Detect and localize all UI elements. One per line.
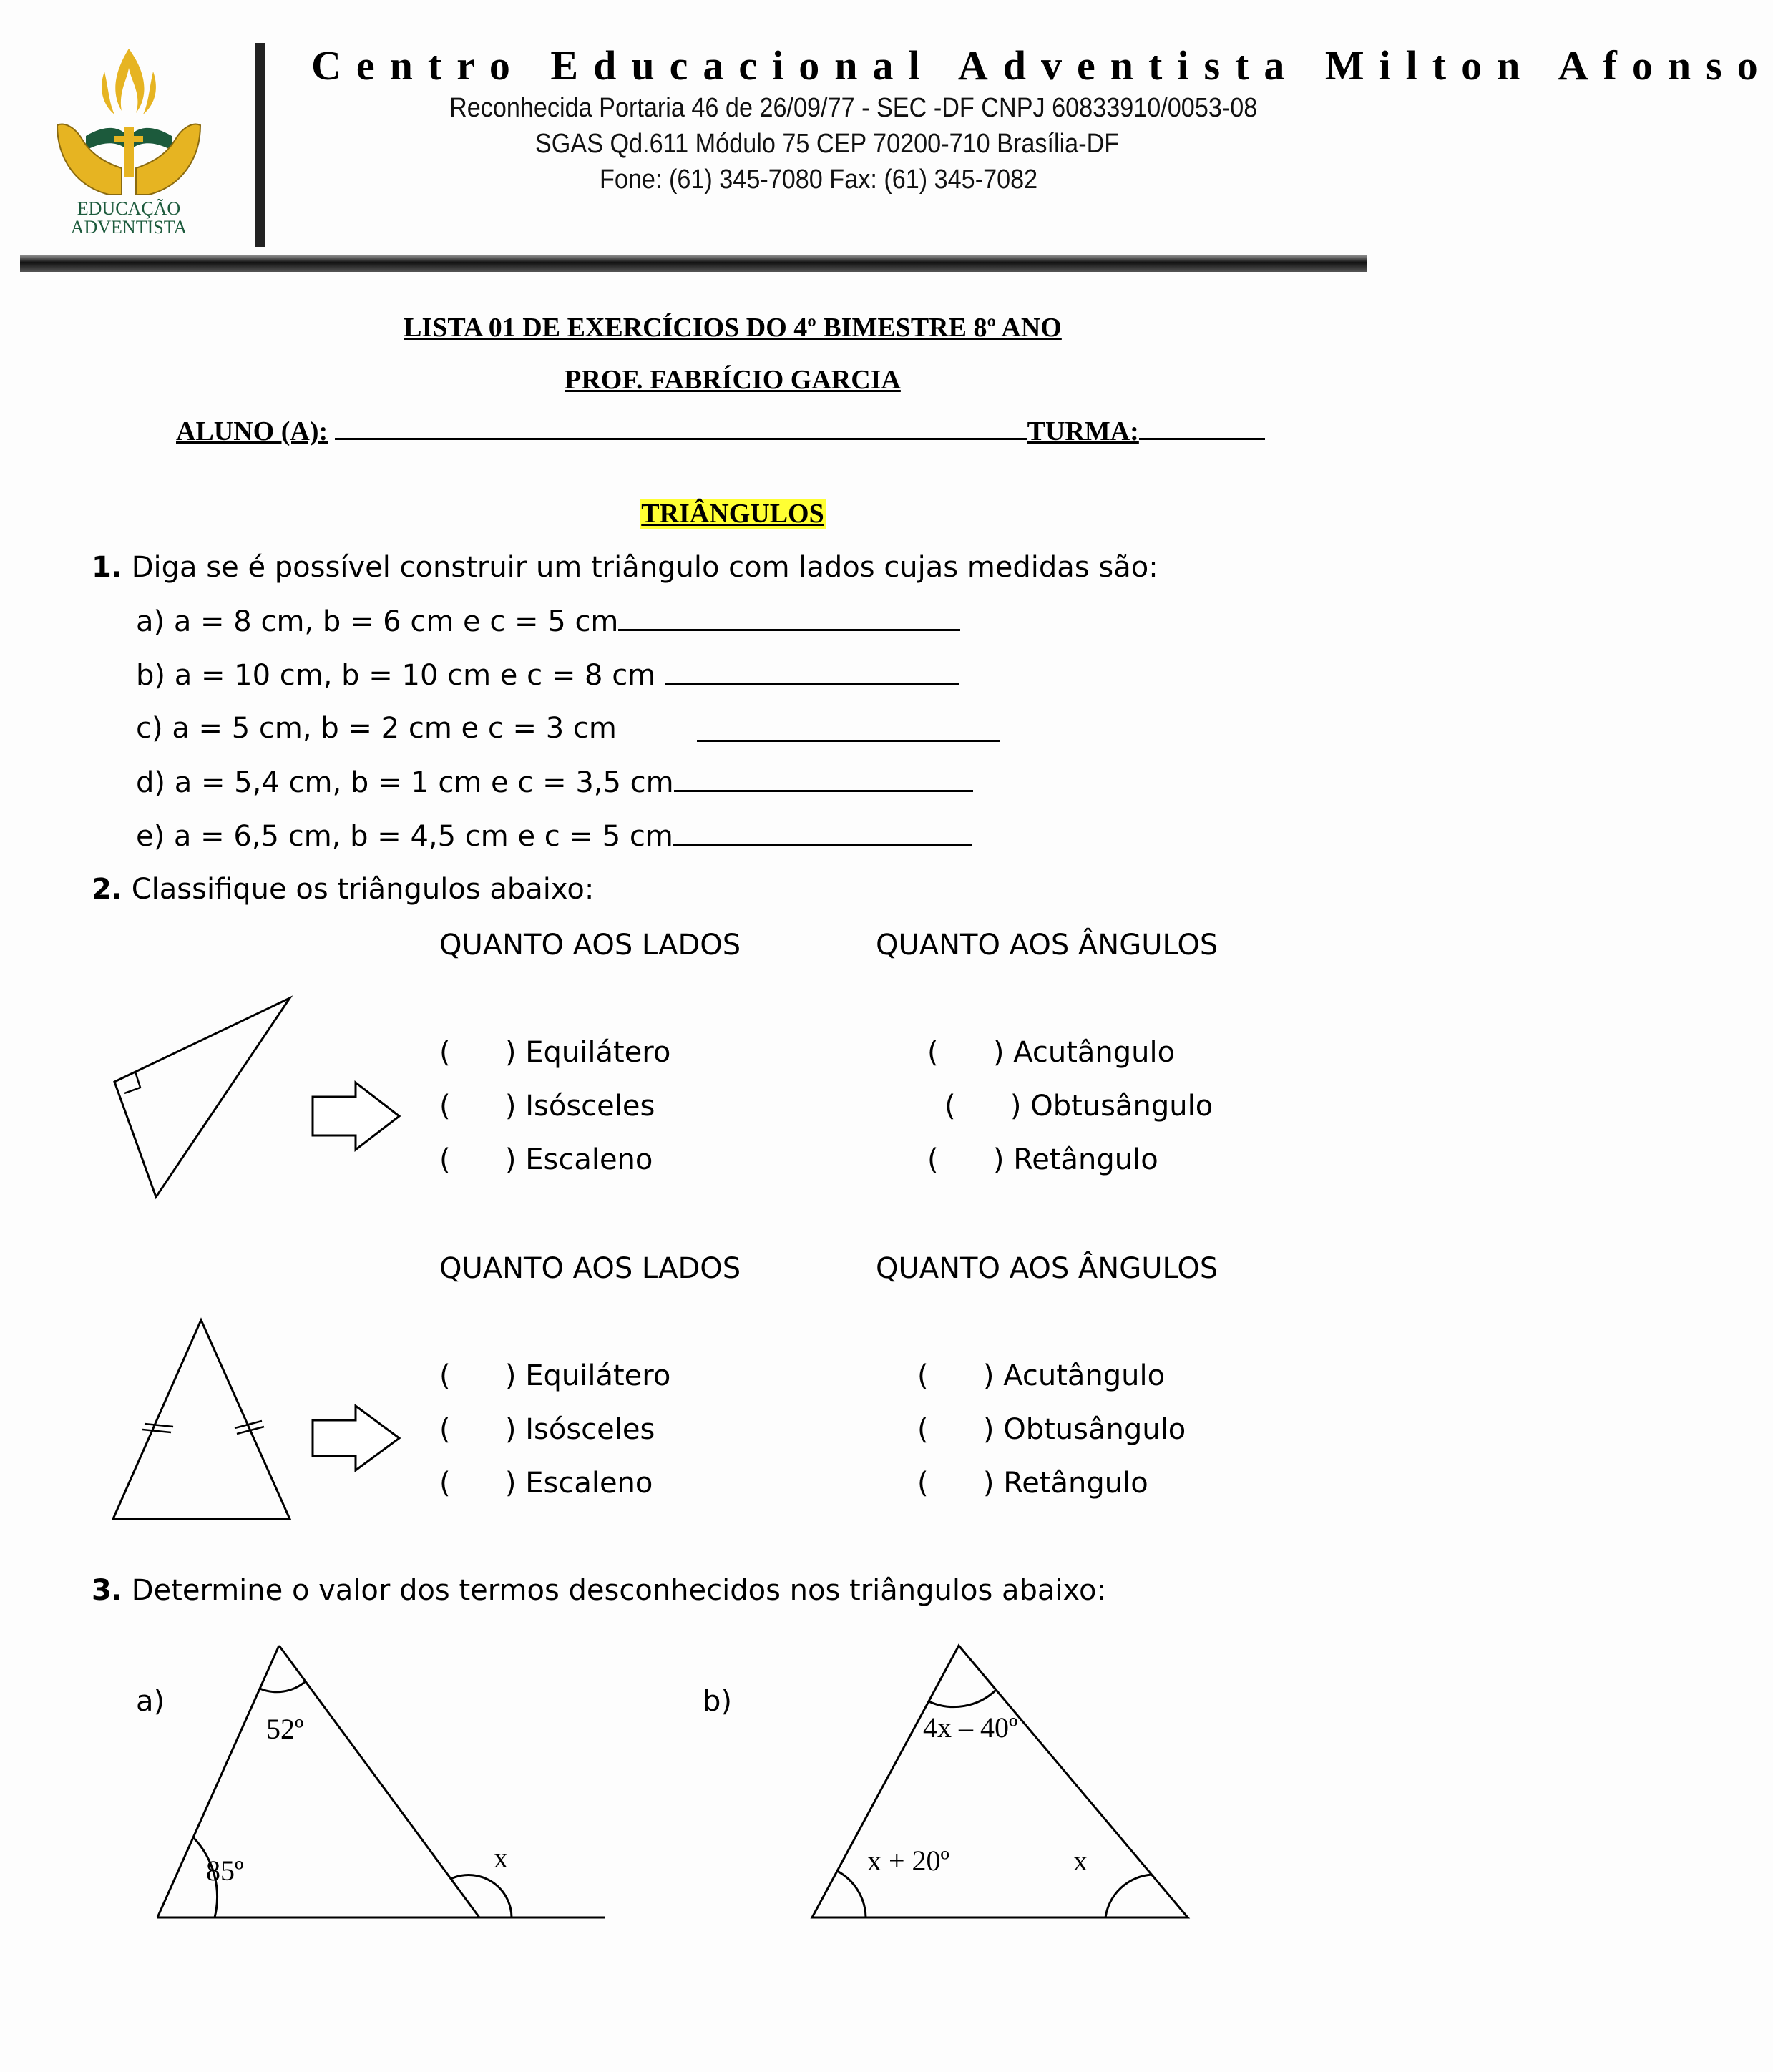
q1-text: Diga se é possível construir um triângulo com lados cujas medidas são:	[131, 551, 1158, 584]
q3a-exterior-angle: x	[494, 1842, 508, 1874]
class-label: TURMA:	[1027, 416, 1139, 446]
t1-sides-heading: QUANTO AOS LADOS	[439, 929, 741, 962]
q1-item-b	[136, 658, 959, 692]
q3a-left-angle: 85º	[206, 1854, 244, 1887]
q1-answer-e[interactable]	[673, 819, 972, 846]
q2-text: Classifique os triângulos abaixo:	[131, 873, 595, 906]
q2-number: 2.	[92, 873, 123, 906]
t2-option-obtusangulo[interactable]	[917, 1413, 1186, 1446]
student-label: ALUNO (A):	[176, 416, 328, 446]
q3b-label: b)	[703, 1685, 732, 1718]
q1-item-b-text: b) a = 10 cm, b = 10 cm e c = 8 cm	[136, 659, 656, 692]
angle-arc	[837, 1871, 866, 1917]
q3b-triangle-figure	[801, 1631, 1202, 1932]
option-label: Equilátero	[525, 1359, 671, 1392]
q1-item-a	[136, 605, 960, 638]
q3a-label: a)	[136, 1685, 165, 1718]
triangle-side	[279, 1646, 479, 1917]
t2-option-isosceles[interactable]	[439, 1413, 655, 1446]
logo-text-1: EDUCAÇÃO	[77, 198, 181, 219]
student-row	[176, 416, 1265, 447]
checkbox-paren[interactable]: ( )	[944, 1090, 1022, 1123]
list-title: LISTA 01 DE EXERCÍCIOS DO 4º BIMESTRE 8º ANO	[404, 313, 1062, 343]
isosceles-triangle-shape	[113, 1320, 290, 1519]
q1-item-a-text: a) a = 8 cm, b = 6 cm e c = 5 cm	[136, 605, 619, 638]
q3b-triangle-shape	[812, 1646, 1188, 1917]
right-triangle-figure	[100, 987, 415, 1216]
tick-mark	[142, 1430, 171, 1432]
q1-answer-c[interactable]	[697, 715, 1000, 742]
angle-arc	[260, 1681, 306, 1692]
t2-sides-heading: QUANTO AOS LADOS	[439, 1252, 741, 1285]
option-label: Escaleno	[525, 1467, 653, 1500]
q1-answer-b[interactable]	[665, 658, 959, 685]
option-label: Obtusângulo	[1030, 1090, 1213, 1123]
t1-option-retangulo[interactable]	[927, 1143, 1158, 1176]
option-label: Retângulo	[1013, 1143, 1158, 1176]
teacher-name: PROF. FABRÍCIO GARCIA	[565, 365, 901, 395]
t1-angles-heading: QUANTO AOS ÂNGULOS	[876, 929, 1218, 962]
angle-arc	[451, 1875, 512, 1917]
right-triangle-shape	[114, 998, 290, 1197]
t1-option-escaleno[interactable]	[439, 1143, 653, 1176]
checkbox-paren[interactable]: ( )	[917, 1413, 995, 1446]
q3a-triangle-figure	[143, 1631, 615, 1932]
q3a-top-angle: 52º	[266, 1713, 304, 1745]
section-title-wrap	[0, 498, 1465, 529]
checkbox-paren[interactable]: ( )	[439, 1143, 517, 1176]
option-label: Isósceles	[525, 1413, 655, 1446]
section-title: TRIÂNGULOS	[641, 499, 824, 529]
option-label: Escaleno	[525, 1143, 653, 1176]
q1-item-e	[136, 819, 972, 853]
q1-answer-a[interactable]	[618, 605, 960, 631]
q2-prompt	[92, 873, 594, 906]
option-label: Acutângulo	[1003, 1359, 1166, 1392]
school-logo	[43, 43, 215, 236]
q1-item-c	[136, 712, 617, 745]
header-line-2: SGAS Qd.611 Módulo 75 CEP 70200-710 Brasília-DF	[535, 129, 1120, 159]
q3-number: 3.	[92, 1574, 123, 1607]
q3-prompt	[92, 1574, 1106, 1607]
t1-option-obtusangulo[interactable]	[944, 1090, 1213, 1123]
t2-option-escaleno[interactable]	[439, 1467, 653, 1500]
logo-text-2: ADVENTISTA	[70, 217, 187, 238]
q1-number: 1.	[92, 551, 123, 584]
header-line-3: Fone: (61) 345-7080 Fax: (61) 345-7082	[600, 165, 1038, 195]
q3b-top-angle: 4x – 40º	[923, 1711, 1018, 1744]
checkbox-paren[interactable]: ( )	[439, 1413, 517, 1446]
t2-angles-heading: QUANTO AOS ÂNGULOS	[876, 1252, 1218, 1285]
option-label: Retângulo	[1003, 1467, 1148, 1500]
q3b-right-angle: x	[1073, 1844, 1088, 1877]
t1-option-isosceles[interactable]	[439, 1090, 655, 1123]
option-label: Obtusângulo	[1003, 1413, 1186, 1446]
angle-arc	[929, 1690, 996, 1707]
tick-mark	[145, 1424, 173, 1427]
isosceles-triangle-figure	[100, 1309, 415, 1531]
t1-option-acutangulo[interactable]	[927, 1036, 1175, 1069]
checkbox-paren[interactable]: ( )	[439, 1090, 517, 1123]
q1-prompt	[92, 551, 1158, 584]
student-name-blank[interactable]	[335, 416, 1027, 440]
school-name: Centro Educacional Adventista Milton Afonso	[311, 42, 1773, 89]
angle-arc	[1105, 1875, 1152, 1917]
q3b-left-angle: x + 20º	[867, 1844, 949, 1877]
checkbox-paren[interactable]: ( )	[439, 1036, 517, 1069]
checkbox-paren[interactable]: ( )	[439, 1467, 517, 1500]
q3-text: Determine o valor dos termos desconhecidos nos triângulos abaixo:	[131, 1574, 1106, 1607]
q1-item-e-text: e) a = 6,5 cm, b = 4,5 cm e c = 5 cm	[136, 820, 673, 853]
q1-item-d	[136, 766, 973, 799]
q1-item-d-text: d) a = 5,4 cm, b = 1 cm e c = 3,5 cm	[136, 766, 674, 799]
checkbox-paren[interactable]: ( )	[439, 1359, 517, 1392]
t1-option-equilatero[interactable]	[439, 1036, 670, 1069]
t2-option-equilatero[interactable]	[439, 1359, 670, 1392]
checkbox-paren[interactable]: ( )	[927, 1143, 1005, 1176]
header-bar	[20, 255, 1367, 272]
arrow-right-icon	[313, 1083, 399, 1150]
q1-item-c-text: c) a = 5 cm, b = 2 cm e c = 3 cm	[136, 712, 617, 745]
option-label: Acutângulo	[1013, 1036, 1176, 1069]
checkbox-paren[interactable]: ( )	[917, 1467, 995, 1500]
checkbox-paren[interactable]: ( )	[917, 1359, 995, 1392]
class-blank[interactable]	[1139, 416, 1265, 440]
header-line-1: Reconhecida Portaria 46 de 26/09/77 - SEC -DF CNPJ 60833910/0053-08	[449, 93, 1258, 123]
option-label: Equilátero	[525, 1036, 671, 1069]
checkbox-paren[interactable]: ( )	[927, 1036, 1005, 1069]
arrow-right-icon	[313, 1406, 399, 1470]
option-label: Isósceles	[525, 1090, 655, 1123]
t2-option-acutangulo[interactable]	[917, 1359, 1165, 1392]
header-divider	[255, 43, 265, 247]
t2-option-retangulo[interactable]	[917, 1467, 1148, 1500]
q1-answer-d[interactable]	[674, 766, 973, 792]
